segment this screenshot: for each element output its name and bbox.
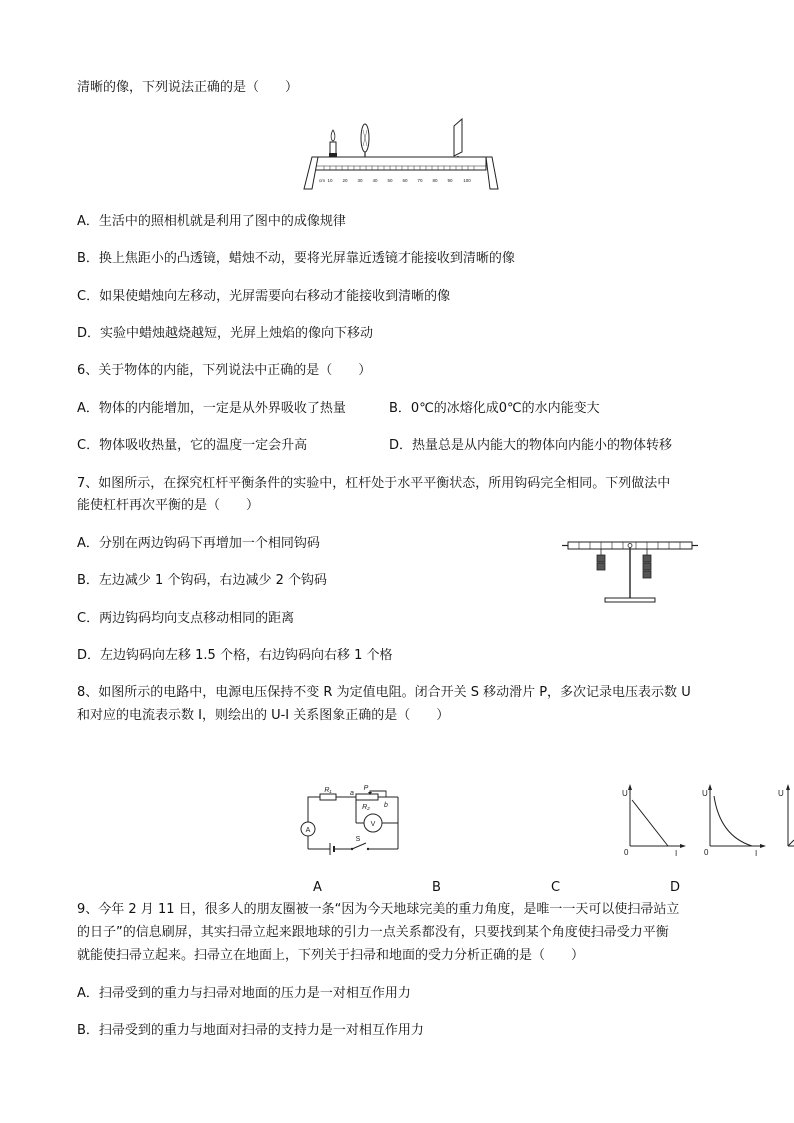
q6-option-c: C．物体吸收热量，它的温度一定会升高 [77, 438, 308, 453]
q8-stem-line1: 8、如图所示的电路中，电源电压保持不变 R 为定值电阻。闭合开关 S 移动滑片 P，多次记录电压表示数 U [77, 685, 691, 700]
bench-tick: 20 [342, 178, 348, 183]
q5-option-c: C．如果使蜡烛向左移动，光屏需要向右移动才能接收到清晰的像 [77, 289, 451, 304]
bench-tick: 50 [387, 178, 393, 183]
choice-label-d: D [670, 880, 681, 895]
bench-unit: cm [319, 178, 325, 183]
candle [329, 130, 337, 157]
r2-label: R₂ [362, 804, 370, 811]
q7-option-a: A．分别在两边钩码下再增加一个相同钩码 [77, 536, 320, 551]
switch-label: S [355, 836, 361, 843]
q5-option-a: A．生活中的照相机就是利用了图中的成像规律 [77, 214, 346, 229]
q7-option-b: B．左边减少 1 个钩码，右边减少 2 个钩码 [77, 573, 327, 588]
lever-figure [560, 536, 700, 606]
graph-u-label: U [622, 789, 628, 798]
q9-stem-line2: 的日子”的信息刷屏，其实扫帚立起来跟地球的引力一点关系都没有，只要找到某个角度使扫帚受力平衡 [77, 925, 669, 940]
bench-tick: 90 [447, 178, 453, 183]
bench-tick: 100 [463, 178, 471, 183]
graph-i-label: I [755, 849, 758, 858]
choice-label-b: B [432, 880, 441, 895]
q6-option-d: D．热量总是从内能大的物体向内能小的物体转移 [389, 438, 673, 453]
q5-stem-tail: 清晰的像，下列说法正确的是（ ） [77, 80, 299, 95]
graph-origin-label: 0 [704, 848, 709, 857]
q8-stem-line2: 和对应的电流表示数 I，则绘出的 U-I 关系图象正确的是（ ） [77, 708, 450, 723]
bench-tick: 60 [402, 178, 408, 183]
q9-stem-line1: 9、今年 2 月 11 日，很多人的朋友圈被一条“因为今天地球完美的重力角度，是唯一一天可以使扫帚站立 [77, 902, 680, 917]
choice-label-a: A [313, 880, 322, 895]
graph-i-label: I [675, 849, 678, 858]
bench-tick: 80 [432, 178, 438, 183]
convex-lens [361, 124, 369, 157]
graph-u-label: U [702, 789, 708, 798]
bench-tick: 10 [327, 178, 333, 183]
q9-option-b: B．扫帚受到的重力与地面对扫帚的支持力是一对相互作用力 [77, 1023, 424, 1038]
q7-option-c: C．两边钩码均向支点移动相同的距离 [77, 611, 295, 626]
terminal-a-label: a [350, 790, 354, 797]
r1-label: R₁ [324, 787, 332, 794]
q7-stem-line1: 7、如图所示，在探究杠杆平衡条件的实验中，杠杆处于水平平衡状态，所用钩码完全相同。下列做法中 [77, 476, 671, 491]
graph-u-label: U [778, 789, 784, 798]
optical-bench-figure [300, 116, 500, 196]
terminal-b-label: b [384, 802, 388, 809]
slider-p-label: P [363, 785, 369, 792]
light-screen [454, 119, 462, 157]
ui-graph-a [620, 782, 686, 858]
q9-option-a: A．扫帚受到的重力与扫帚对地面的压力是一对相互作用力 [77, 986, 411, 1001]
voltmeter-label: V [370, 821, 376, 828]
q9-stem-line3: 就能使扫帚立起来。扫帚立在地面上，下列关于扫帚和地面的受力分析正确的是（ ） [77, 948, 585, 963]
q6-stem: 6、关于物体的内能，下列说法中正确的是（ ） [77, 363, 372, 378]
ui-graph-c [774, 782, 794, 858]
bench-tick: 30 [357, 178, 363, 183]
graph-origin-label: 0 [624, 848, 629, 857]
q6-option-b: B．0℃的冰熔化成0℃的水内能变大 [389, 401, 600, 416]
q5-option-b: B．换上焦距小的凸透镜，蜡烛不动，要将光屏靠近透镜才能接收到清晰的像 [77, 251, 515, 266]
q7-stem-line2: 能使杠杆再次平衡的是（ ） [77, 498, 260, 513]
circuit-figure [294, 783, 404, 859]
ammeter-label: A [305, 827, 311, 834]
bench-tick: 40 [372, 178, 378, 183]
q7-option-d: D．左边钩码向左移 1.5 个格，右边钩码向右移 1 个格 [77, 648, 393, 663]
q5-option-d: D．实验中蜡烛越烧越短，光屏上烛焰的像向下移动 [77, 326, 374, 341]
ui-graph-b [700, 782, 766, 858]
choice-label-c: C [551, 880, 561, 895]
q6-option-a: A．物体的内能增加，一定是从外界吸收了热量 [77, 401, 346, 416]
bench-tick: 70 [417, 178, 423, 183]
